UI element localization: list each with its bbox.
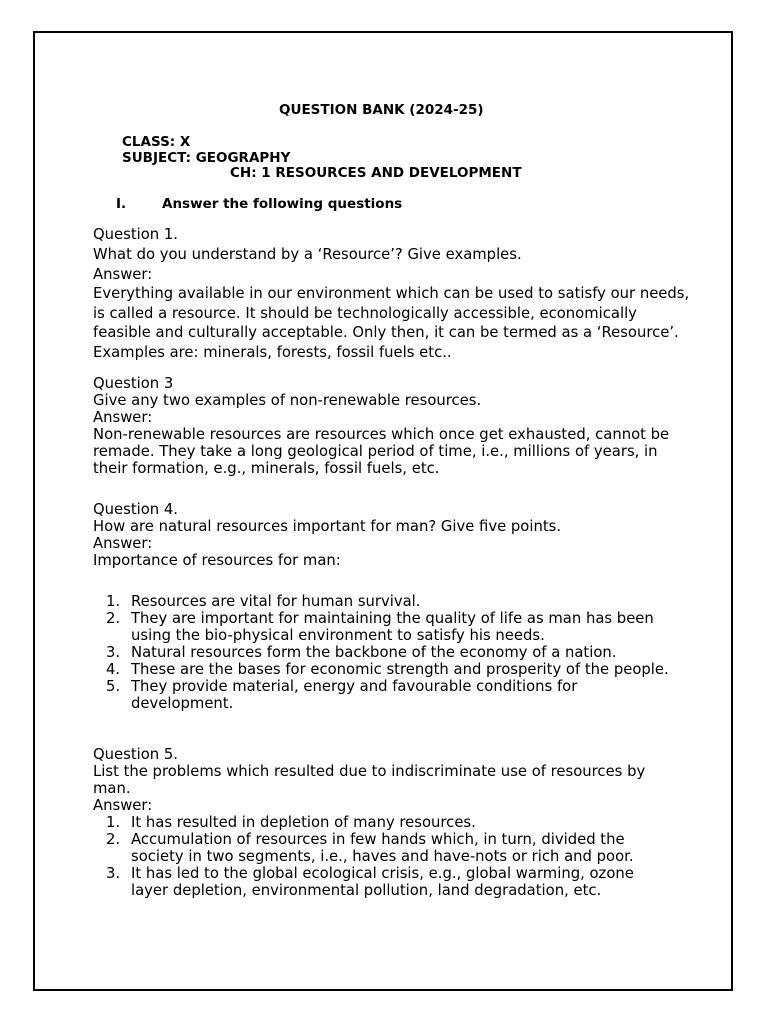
q1-label: Question 1.	[93, 226, 179, 243]
list-number: 4.	[106, 661, 121, 678]
section-heading: Answer the following questions	[162, 196, 403, 212]
list-item	[93, 644, 671, 661]
q5-question: List the problems which resulted due to indiscriminate use of resources by man.	[93, 763, 646, 797]
list-text: They provide material, energy and favourable conditions for development.	[131, 678, 578, 712]
class-line: CLASS: X	[122, 134, 191, 150]
q4-intro: Importance of resources for man:	[93, 552, 341, 569]
list-item	[93, 661, 671, 678]
q5-label: Question 5.	[93, 746, 179, 763]
list-text: They are important for maintaining the quality of life as man has been using the bio-physical environment to satisfy his needs.	[131, 610, 654, 644]
q3-answer: Non-renewable resources are resources which once get exhausted, cannot be remade. They take a long geological period of time, i.e., millions of years, in their formation, e.g., minerals, fossil fuels, etc.	[93, 426, 670, 477]
list-item	[93, 865, 671, 899]
list-item	[93, 814, 671, 831]
list-number: 1.	[106, 593, 121, 610]
subject-line: SUBJECT: GEOGRAPHY	[122, 150, 291, 166]
list-number: 2.	[106, 831, 121, 848]
list-number: 5.	[106, 678, 121, 695]
list-text: Resources are vital for human survival.	[131, 593, 421, 610]
list-number: 1.	[106, 814, 121, 831]
list-item	[93, 831, 671, 865]
chapter-line: CH: 1 RESOURCES AND DEVELOPMENT	[230, 165, 522, 181]
list-number: 3.	[106, 865, 121, 882]
q4-label: Question 4.	[93, 501, 179, 518]
q1-answer: Everything available in our environment which can be used to satisfy our needs, is called a resource. It should be technologically accessible, economically feasible and culturally acceptable. Only then, it can be termed as a ‘Resource’. Examples are: minerals, forests, fossil fuels etc..	[93, 285, 690, 361]
q4-answer-label: Answer:	[93, 535, 153, 552]
list-text: These are the bases for economic strength and prosperity of the people.	[131, 661, 669, 678]
q1-answer-label: Answer:	[93, 266, 153, 283]
document-title: QUESTION BANK (2024-25)	[279, 102, 484, 118]
list-text: It has led to the global ecological crisis, e.g., global warming, ozone layer depletion, environmental pollution, land degradation, etc.	[131, 865, 634, 899]
list-item	[93, 610, 671, 644]
list-item	[93, 593, 671, 610]
q3-question: Give any two examples of non-renewable resources.	[93, 392, 482, 409]
q4-points-list	[93, 593, 671, 712]
list-number: 3.	[106, 644, 121, 661]
q5-answer-label: Answer:	[93, 797, 153, 814]
list-number: 2.	[106, 610, 121, 627]
list-text: Natural resources form the backbone of the economy of a nation.	[131, 644, 617, 661]
list-item	[93, 678, 671, 712]
q4-question: How are natural resources important for man? Give five points.	[93, 518, 562, 535]
section-numeral: I.	[116, 196, 127, 212]
q5-points-list	[93, 814, 671, 899]
q3-label: Question 3	[93, 375, 174, 392]
q3-answer-label: Answer:	[93, 409, 153, 426]
list-text: Accumulation of resources in few hands which, in turn, divided the society in two segments, i.e., haves and have-nots or rich and poor.	[131, 831, 634, 865]
list-text: It has resulted in depletion of many resources.	[131, 814, 476, 831]
q1-question: What do you understand by a ‘Resource’? Give examples.	[93, 246, 522, 263]
